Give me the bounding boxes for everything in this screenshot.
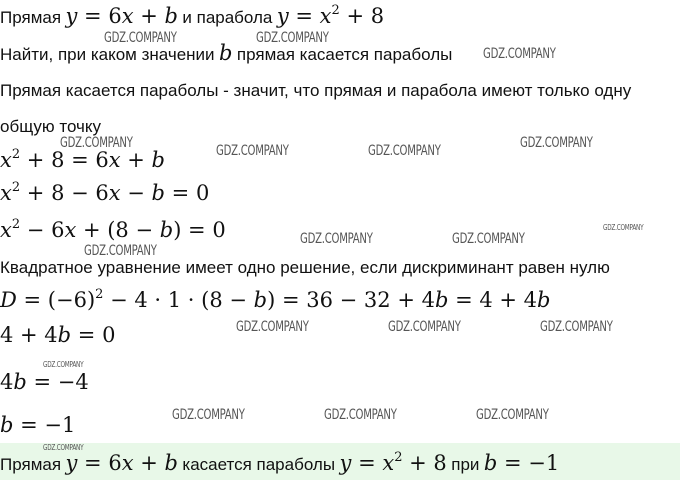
equation-step-2: $x^2 + 8 - 6x - b = 0$: [0, 180, 210, 205]
answer-parabola-equation: $y = x^2 + 8$: [339, 450, 447, 475]
discriminant-note: Квадратное уравнение имеет одно решение, если дискриминант равен нулю: [0, 258, 610, 277]
answer-at: при: [451, 455, 480, 474]
problem-word-line: Прямая: [0, 8, 62, 27]
watermark: GDZ.COMPANY: [236, 319, 309, 335]
watermark: GDZ.COMPANY: [300, 231, 373, 247]
watermark: GDZ.COMPANY: [324, 407, 397, 423]
answer-statement: [0, 450, 560, 475]
watermark: GDZ.COMPANY: [520, 135, 593, 151]
watermark: GDZ.COMPANY: [216, 143, 289, 159]
parabola-equation: $y = x^2 + 8$: [276, 3, 385, 28]
watermark: GDZ.COMPANY: [60, 135, 133, 151]
watermark: GDZ.COMPANY: [476, 407, 549, 423]
equation-step-5: 4b = −4: [0, 370, 89, 394]
equation-step-6: b = −1: [0, 413, 76, 437]
answer-touches: касается параболы: [182, 455, 336, 474]
task-text-a: Найти, при каком значении: [0, 45, 215, 64]
answer-line-equation: y = 6x + b: [65, 451, 178, 475]
watermark: GDZ.COMPANY: [43, 443, 84, 452]
explanation-line-2: общую точку: [0, 117, 102, 136]
problem-statement: [0, 3, 385, 28]
watermark: GDZ.COMPANY: [368, 143, 441, 159]
discriminant-equation: $D = (-6)^2 - 4 \cdot 1 \cdot (8 - b) = 36 - 32 + 4b = 4 + 4b$: [0, 287, 551, 312]
watermark: GDZ.COMPANY: [104, 30, 177, 46]
equation-step-4: 4 + 4b = 0: [0, 323, 116, 347]
problem-word-and: и парабола: [182, 8, 273, 27]
watermark: GDZ.COMPANY: [452, 231, 525, 247]
watermark: GDZ.COMPANY: [540, 319, 613, 335]
equation-step-3: $x^2 - 6x + (8 - b) = 0$: [0, 217, 226, 242]
watermark: GDZ.COMPANY: [603, 223, 644, 232]
line-equation: y = 6x + b: [65, 4, 178, 28]
watermark: GDZ.COMPANY: [483, 46, 556, 62]
task-statement: [0, 43, 452, 64]
watermark: GDZ.COMPANY: [388, 319, 461, 335]
explanation-line-1: Прямая касается параболы - значит, что прямая и парабола имеют только одну: [0, 81, 632, 100]
answer-word-line: Прямая: [0, 455, 62, 474]
task-text-b: прямая касается параболы: [236, 45, 453, 64]
watermark: GDZ.COMPANY: [172, 407, 245, 423]
task-variable-b: b: [219, 41, 233, 65]
equation-step-1: $x^2 + 8 = 6x + b$: [0, 147, 165, 172]
watermark: GDZ.COMPANY: [256, 30, 329, 46]
watermark: GDZ.COMPANY: [43, 360, 84, 369]
watermark: GDZ.COMPANY: [84, 243, 157, 259]
answer-value: b = −1: [483, 451, 560, 475]
